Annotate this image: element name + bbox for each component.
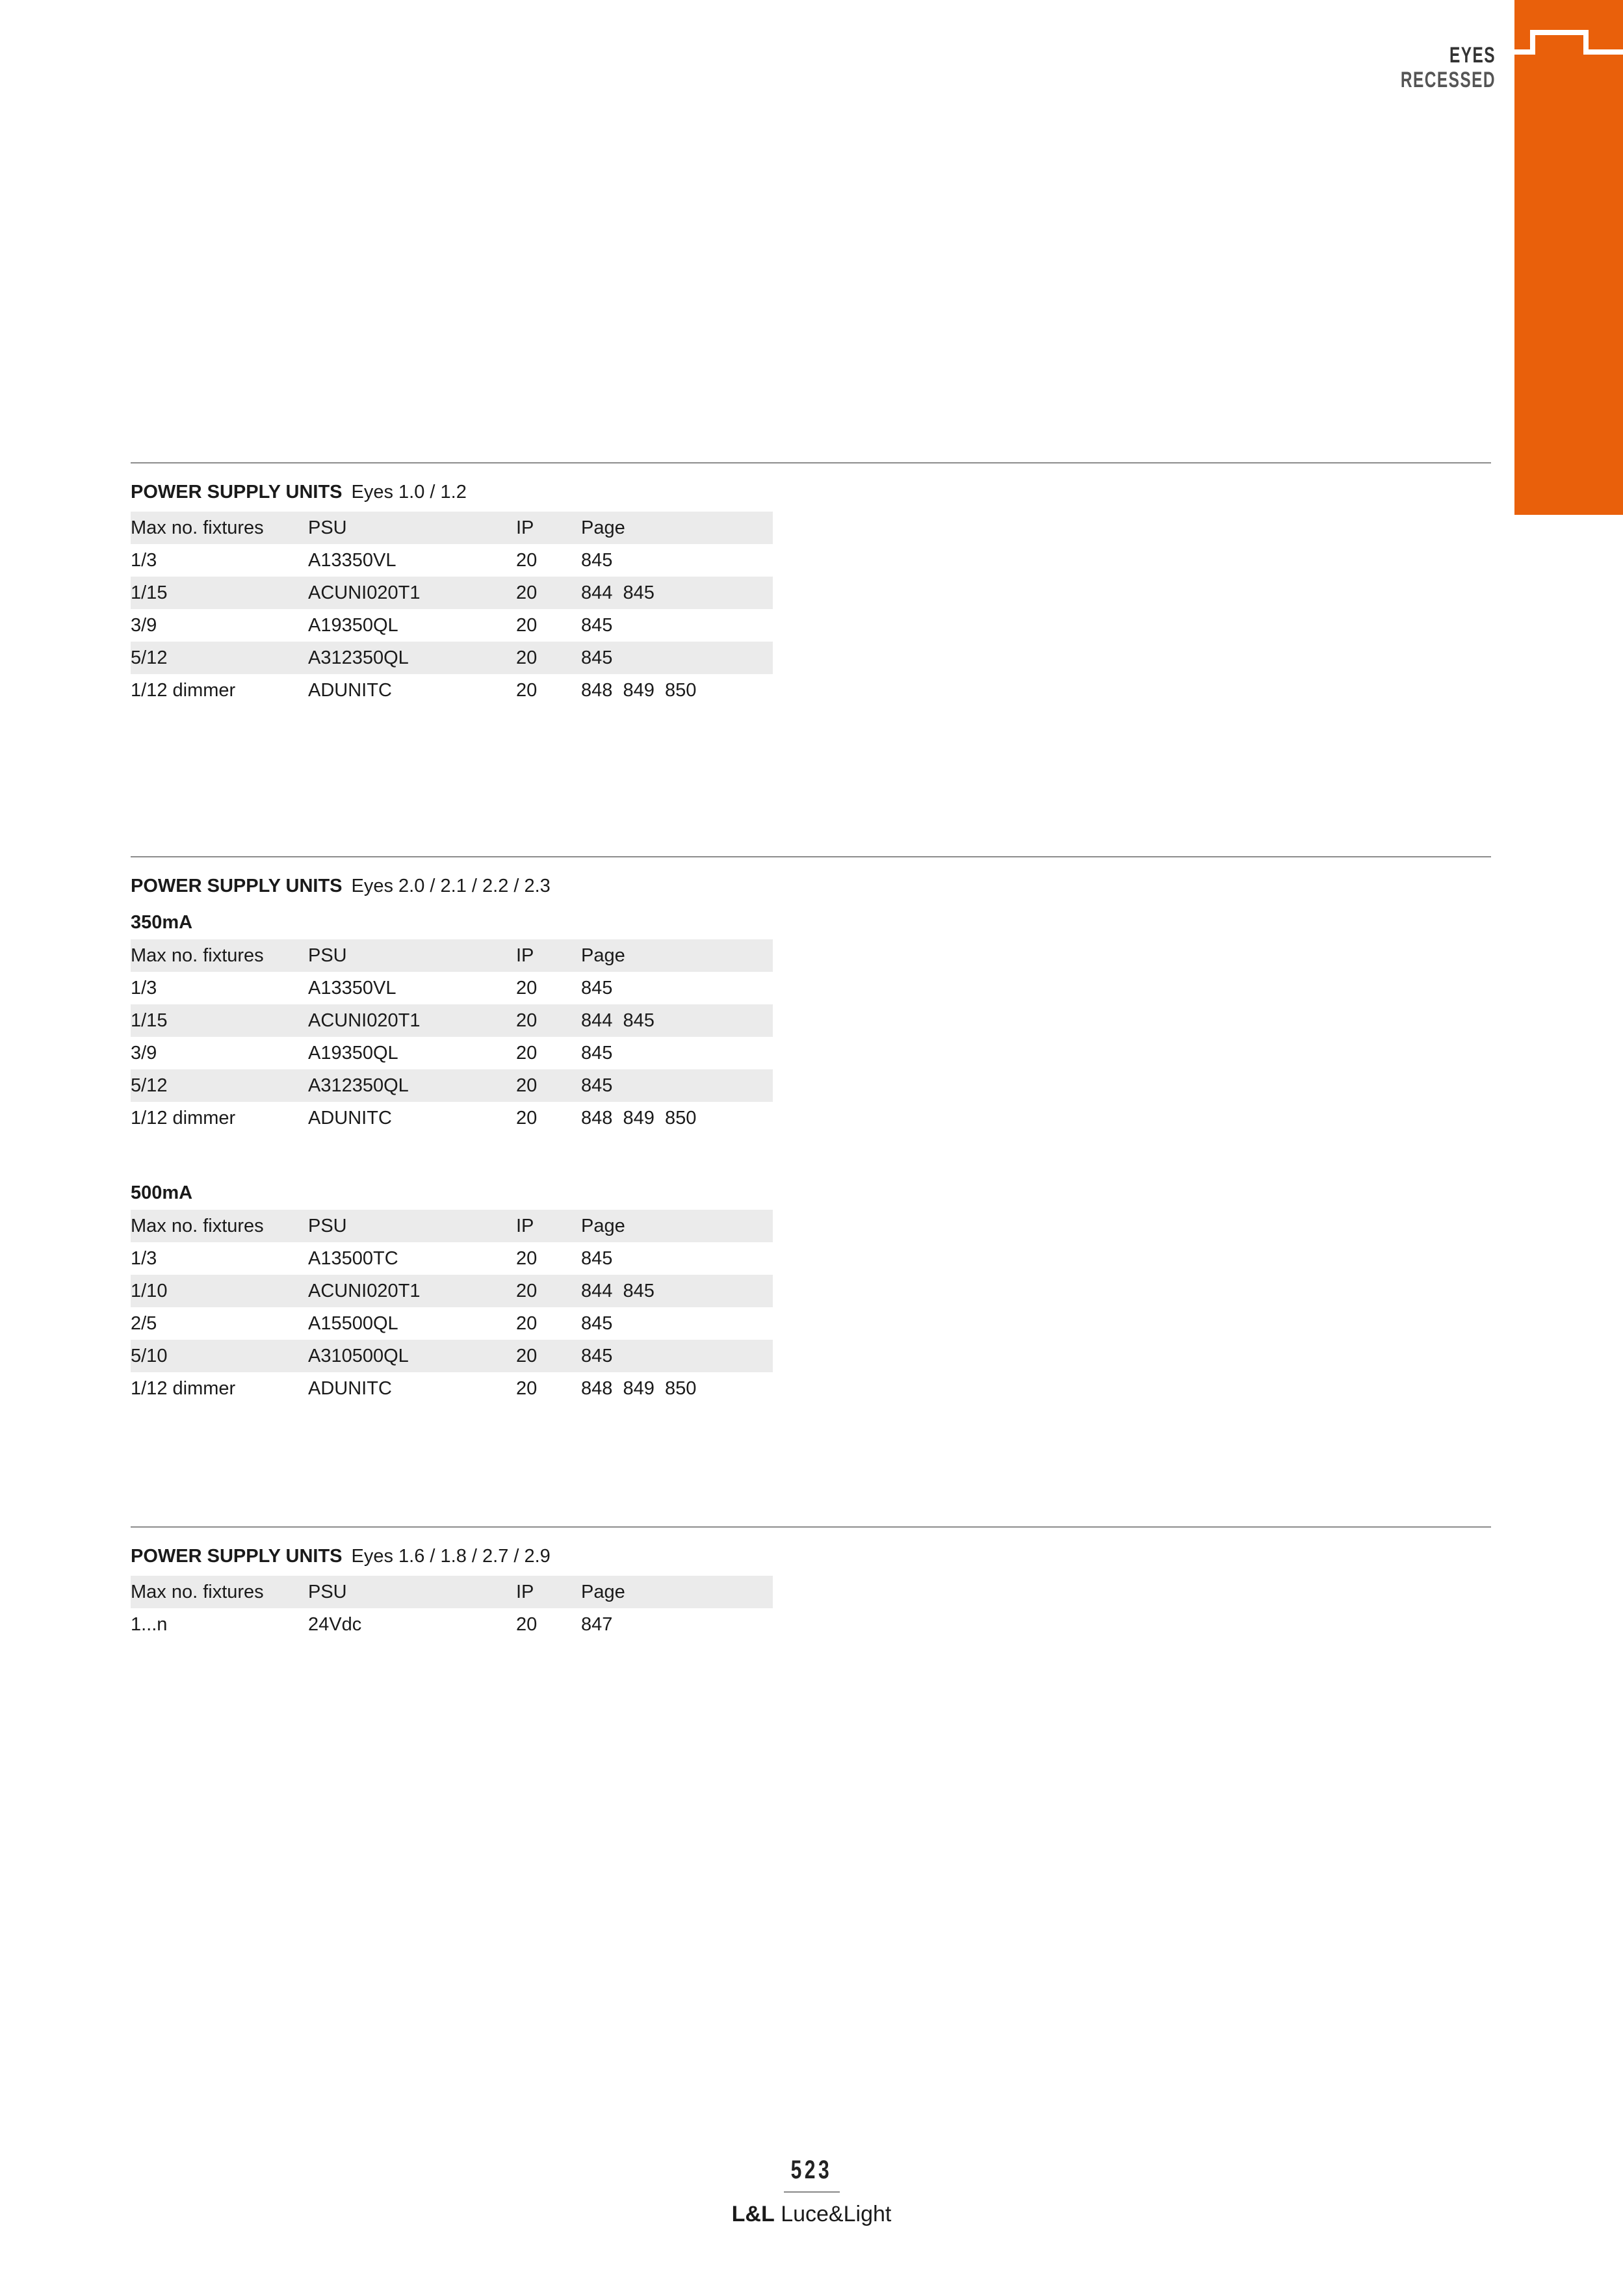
header-cell: Max no. fixtures — [131, 512, 308, 544]
header-cell: IP — [516, 1576, 581, 1608]
cell: 20 — [516, 1275, 581, 1307]
section-title-label: POWER SUPPLY UNITS — [131, 1546, 343, 1567]
table-row — [131, 1069, 773, 1102]
section-step-icon — [1514, 26, 1623, 59]
psu-table — [131, 512, 773, 707]
table-row — [131, 972, 773, 1004]
cell: 847 — [581, 1613, 613, 1635]
table-row — [131, 1037, 773, 1069]
cell: 845 — [581, 1340, 773, 1372]
table-row — [131, 1372, 773, 1405]
cell: 1/3 — [131, 1247, 157, 1269]
section-models: Eyes 2.0 / 2.1 / 2.2 / 2.3 — [351, 876, 551, 896]
cell: 1...n — [131, 1613, 168, 1635]
header-cell: Max no. fixtures — [131, 1576, 308, 1608]
section-title — [131, 1537, 1491, 1576]
cell: 20 — [516, 1340, 581, 1372]
cell: 1/15 — [131, 577, 308, 609]
cell: 3/9 — [131, 1042, 157, 1063]
cell: ACUNI020T1 — [308, 1004, 516, 1037]
cell: 845 — [581, 1247, 613, 1269]
table-row — [131, 609, 773, 642]
table-row — [131, 577, 773, 609]
cell: A312350QL — [308, 642, 516, 674]
cell: 1/12 dimmer — [131, 1377, 236, 1399]
section-models: Eyes 1.6 / 1.8 / 2.7 / 2.9 — [351, 1546, 551, 1567]
psu-section-2 — [131, 856, 1491, 1405]
section-title-label: POWER SUPPLY UNITS — [131, 876, 343, 896]
header-cell: Max no. fixtures — [131, 1210, 308, 1242]
cell: 20 — [516, 577, 581, 609]
section-divider — [131, 1526, 1491, 1528]
table-row — [131, 642, 773, 674]
table-row — [131, 1307, 773, 1340]
cell: 845 — [581, 549, 613, 571]
cell: 845 — [581, 977, 613, 998]
footer-divider — [784, 2191, 840, 2193]
header-cell: PSU — [308, 512, 516, 544]
cell: A15500QL — [308, 1312, 398, 1334]
psu-section-1 — [131, 462, 1491, 707]
cell: 844 845 — [581, 1275, 773, 1307]
page-footer — [0, 2156, 1623, 2227]
header-cell: Page — [581, 512, 773, 544]
brand-name — [0, 2202, 1623, 2227]
header-cell: Page — [581, 939, 773, 972]
psu-section-3 — [131, 1526, 1491, 1641]
header-cell: PSU — [308, 1210, 516, 1242]
section-title — [131, 473, 1491, 512]
cell: 20 — [516, 614, 538, 636]
cell: 20 — [516, 1312, 538, 1334]
cell: 1/3 — [131, 977, 157, 998]
table-row — [131, 674, 773, 707]
cell: 1/12 dimmer — [131, 1107, 236, 1128]
page-number: 523 — [790, 2156, 833, 2184]
cell: 848 849 850 — [581, 1107, 697, 1128]
category-line2: RECESSED — [1400, 68, 1496, 92]
table-row — [131, 1004, 773, 1037]
psu-table — [131, 1576, 773, 1641]
table-header-row — [131, 1210, 773, 1242]
table-header-row — [131, 512, 773, 544]
table-row — [131, 1242, 773, 1275]
header-cell: IP — [516, 1210, 581, 1242]
table-row — [131, 1275, 773, 1307]
cell: ACUNI020T1 — [308, 1275, 516, 1307]
cell: 20 — [516, 1004, 581, 1037]
section-models: Eyes 1.0 / 1.2 — [351, 482, 467, 502]
cell: ADUNITC — [308, 679, 392, 701]
cell: A13350VL — [308, 549, 396, 571]
header-cell: PSU — [308, 939, 516, 972]
cell: 5/10 — [131, 1340, 308, 1372]
cell: A312350QL — [308, 1069, 516, 1102]
cell: 20 — [516, 977, 538, 998]
header-cell: Page — [581, 1576, 773, 1608]
cell: 1/12 dimmer — [131, 679, 236, 701]
cell: 20 — [516, 1247, 538, 1269]
cell: 5/12 — [131, 1069, 308, 1102]
table-row — [131, 1340, 773, 1372]
cell: 848 849 850 — [581, 679, 697, 701]
cell: 844 845 — [581, 577, 773, 609]
cell: 5/12 — [131, 642, 308, 674]
cell: ADUNITC — [308, 1107, 392, 1128]
cell: 20 — [516, 679, 538, 701]
psu-table — [131, 1210, 773, 1405]
table-row — [131, 1608, 773, 1641]
cell: 844 845 — [581, 1004, 773, 1037]
cell: 20 — [516, 549, 538, 571]
current-label: 500mA — [131, 1182, 193, 1203]
brand-text: Luce&Light — [781, 2202, 892, 2226]
header-cell: Max no. fixtures — [131, 939, 308, 972]
cell: A310500QL — [308, 1340, 516, 1372]
cell: 845 — [581, 1312, 613, 1334]
section-divider — [131, 462, 1491, 463]
table-header-row — [131, 1576, 773, 1608]
cell: 20 — [516, 642, 581, 674]
cell: 848 849 850 — [581, 1377, 697, 1399]
cell: ADUNITC — [308, 1377, 392, 1399]
cell: 1/15 — [131, 1004, 308, 1037]
category-line1: EYES — [1449, 43, 1496, 68]
header-cell: IP — [516, 939, 581, 972]
cell: A19350QL — [308, 614, 398, 636]
section-title — [131, 867, 1491, 906]
header-cell: Page — [581, 1210, 773, 1242]
brand-bold: L&L — [731, 2202, 775, 2226]
cell: 1/3 — [131, 549, 157, 571]
cell: 845 — [581, 614, 613, 636]
cell: 845 — [581, 1069, 773, 1102]
category-tab — [1514, 0, 1623, 515]
cell: A13500TC — [308, 1247, 398, 1269]
cell: 24Vdc — [308, 1613, 362, 1635]
cell: 3/9 — [131, 614, 157, 636]
cell: 20 — [516, 1042, 538, 1063]
section-divider — [131, 856, 1491, 857]
table-row — [131, 544, 773, 577]
table-header-row — [131, 939, 773, 972]
cell: A13350VL — [308, 977, 396, 998]
current-label: 350mA — [131, 912, 193, 933]
header-cell: IP — [516, 512, 581, 544]
cell: 20 — [516, 1107, 538, 1128]
table-row — [131, 1102, 773, 1134]
cell: 20 — [516, 1069, 581, 1102]
cell: ACUNI020T1 — [308, 577, 516, 609]
cell: 845 — [581, 642, 773, 674]
cell: 2/5 — [131, 1312, 157, 1334]
psu-table — [131, 939, 773, 1134]
cell: 1/10 — [131, 1275, 308, 1307]
category-label — [1364, 43, 1496, 92]
section-title-label: POWER SUPPLY UNITS — [131, 482, 343, 502]
cell: A19350QL — [308, 1042, 398, 1063]
cell: 845 — [581, 1042, 613, 1063]
cell: 20 — [516, 1613, 538, 1635]
cell: 20 — [516, 1377, 538, 1399]
header-cell: PSU — [308, 1576, 516, 1608]
